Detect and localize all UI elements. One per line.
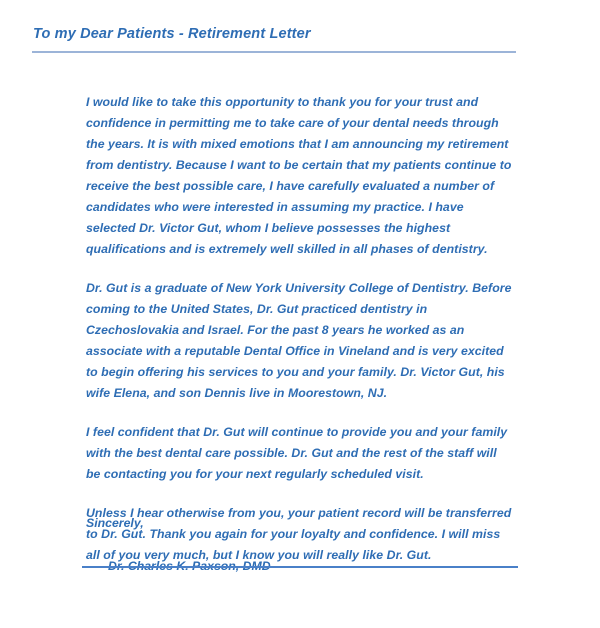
page-title: To my Dear Patients - Retirement Letter bbox=[33, 26, 311, 42]
letter-paragraph: I would like to take this opportunity to thank you for your trust and confidence in permitting me to take care of your dental needs through the years. It is with mixed emotions that I am announcing my retirement from dentistry. Because I want to be certain that my patients continue to receive the best possible care, I have carefully evaluated a number of candidates who were interested in assuming my practice. I have selected Dr. Victor Gut, whom I believe possesses the highest qualifications and is extremely well skilled in all phases of dentistry. bbox=[86, 95, 512, 256]
letter-paragraph: Unless I hear otherwise from you, your patient record will be transferred to Dr. Gut. Thank you again for your loyalty and confidence. I will miss all of you very much, but I know you will really like Dr. Gut. bbox=[86, 506, 512, 562]
letter-paragraph: Dr. Gut is a graduate of New York University College of Dentistry. Before coming to the United States, Dr. Gut practiced dentistry in Czechoslovakia and Israel. For the past 8 years he worked as an associate with a reputable Dental Office in Vineland and is very excited to begin offering his services to you and your family. Dr. Victor Gut, his wife Elena, and son Dennis live in Moorestown, NJ. bbox=[86, 281, 512, 400]
closing-salutation: Sincerely, bbox=[86, 516, 144, 530]
footer-divider bbox=[82, 566, 518, 568]
title-divider bbox=[32, 51, 516, 53]
letter-body bbox=[86, 92, 514, 584]
letter-paragraph: I feel confident that Dr. Gut will continue to provide you and your family with the best dental care possible. Dr. Gut and the rest of the staff will be contacting you for your next regularly scheduled visit. bbox=[86, 425, 508, 481]
